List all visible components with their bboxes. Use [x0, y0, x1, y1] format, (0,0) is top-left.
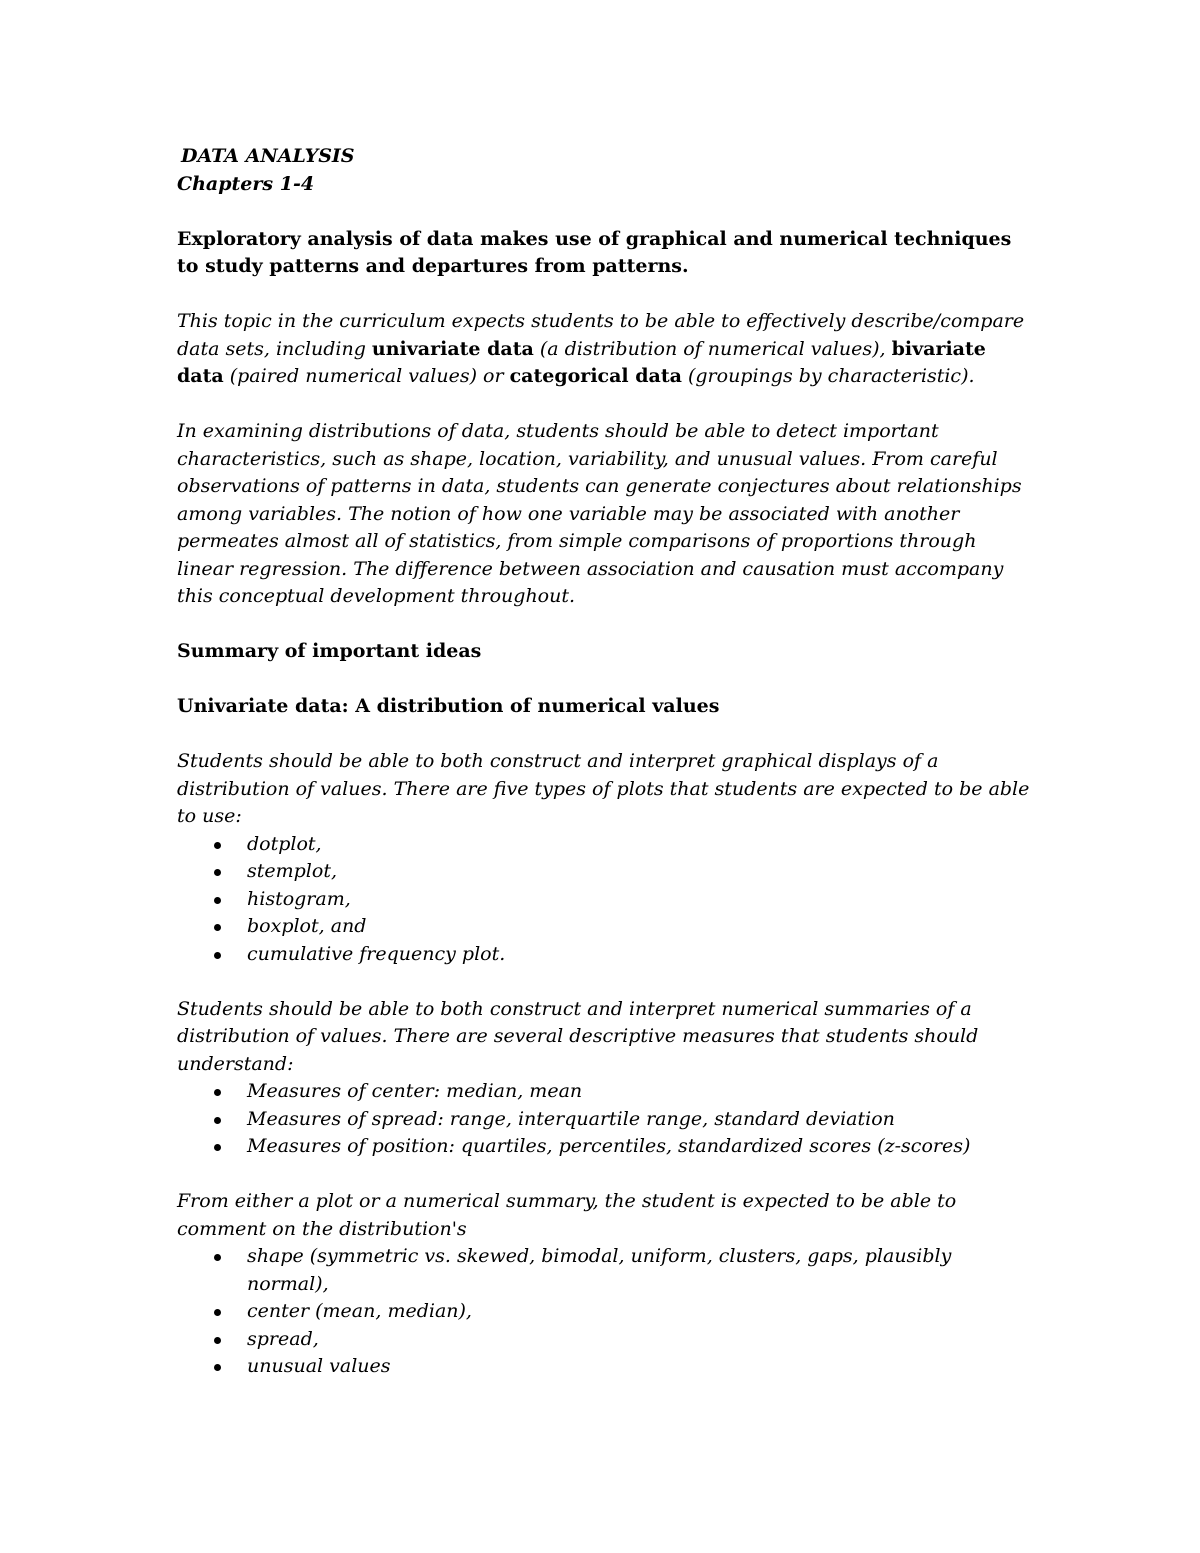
term-bivariate: bivariate data: [177, 337, 986, 387]
measures-list: [177, 1078, 1037, 1161]
univariate-heading: Univariate data: A distribution of numerical values: [177, 695, 720, 717]
list-item: dotplot,: [177, 831, 1037, 859]
list-item: Measures of position: quartiles, percentiles, standardized scores (z-scores): [177, 1133, 1037, 1161]
list-item: stemplot,: [177, 858, 1037, 886]
comment-intro: From either a plot or a numerical summary, the student is expected to be able to comment on the distribution's: [177, 1190, 957, 1240]
bullet-icon: [214, 869, 221, 876]
term-univariate: univariate data: [371, 337, 534, 360]
para1-text-1: This topic in the curriculum expects students to be able to effectively describe/compare data sets, including: [177, 310, 1025, 360]
para1-text-3: (paired numerical values) or: [223, 365, 510, 387]
bullet-icon: [214, 1117, 221, 1124]
summary-heading: Summary of important ideas: [177, 640, 482, 662]
plots-list: [177, 831, 1037, 969]
bullet-icon: [214, 1089, 221, 1096]
bullet-icon: [214, 1364, 221, 1371]
document-body: [177, 143, 1037, 1381]
bullet-icon: [214, 897, 221, 904]
bullet-icon: [214, 1254, 221, 1261]
plots-intro: Students should be able to both construct and interpret graphical displays of a distribution of values. There are five types of plots that students are expected to be able to use:: [177, 750, 1030, 827]
distributions-paragraph: In examining distributions of data, students should be able to detect important characteristics, such as shape, location, variability, and unusual values. From careful observations of patterns in data, students can generate conjectures about relationships among variables. The notion of how one variable may be associated with another permeates almost all of statistics, from simple comparisons of proportions through linear regression. The difference between association and causation must accompany this conceptual development throughout.: [177, 420, 1022, 607]
curriculum-paragraph: [177, 308, 1037, 391]
list-item: spread,: [177, 1326, 1037, 1354]
list-item: Measures of spread: range, interquartile range, standard deviation: [177, 1106, 1037, 1134]
document-subtitle: Chapters 1-4: [177, 172, 315, 195]
list-item: center (mean, median),: [177, 1298, 1037, 1326]
list-item: Measures of center: median, mean: [177, 1078, 1037, 1106]
comments-list: [177, 1243, 1037, 1381]
bullet-icon: [214, 924, 221, 931]
list-item: histogram,: [177, 886, 1037, 914]
list-item: cumulative frequency plot.: [177, 941, 1037, 969]
para1-text-4: (groupings by characteristic).: [681, 365, 975, 387]
bullet-icon: [214, 1144, 221, 1151]
term-categorical: categorical data: [509, 365, 682, 387]
intro-heading: Exploratory analysis of data makes use of graphical and numerical techniques to study patterns and departures from patterns.: [177, 227, 1012, 277]
document-title: DATA ANALYSIS: [181, 145, 355, 167]
bullet-icon: [214, 1337, 221, 1344]
bullet-icon: [214, 1309, 221, 1316]
para1-text-2: (a distribution of numerical values),: [533, 337, 892, 360]
measures-intro: Students should be able to both construct and interpret numerical summaries of a distribution of values. There are several descriptive measures that students should understand:: [177, 997, 979, 1075]
bullet-icon: [214, 952, 221, 959]
bullet-icon: [214, 842, 221, 849]
list-item: boxplot, and: [177, 913, 1037, 941]
list-item: shape (symmetric vs. skewed, bimodal, uniform, clusters, gaps, plausibly normal),: [177, 1243, 1037, 1298]
list-item: unusual values: [177, 1353, 1037, 1381]
